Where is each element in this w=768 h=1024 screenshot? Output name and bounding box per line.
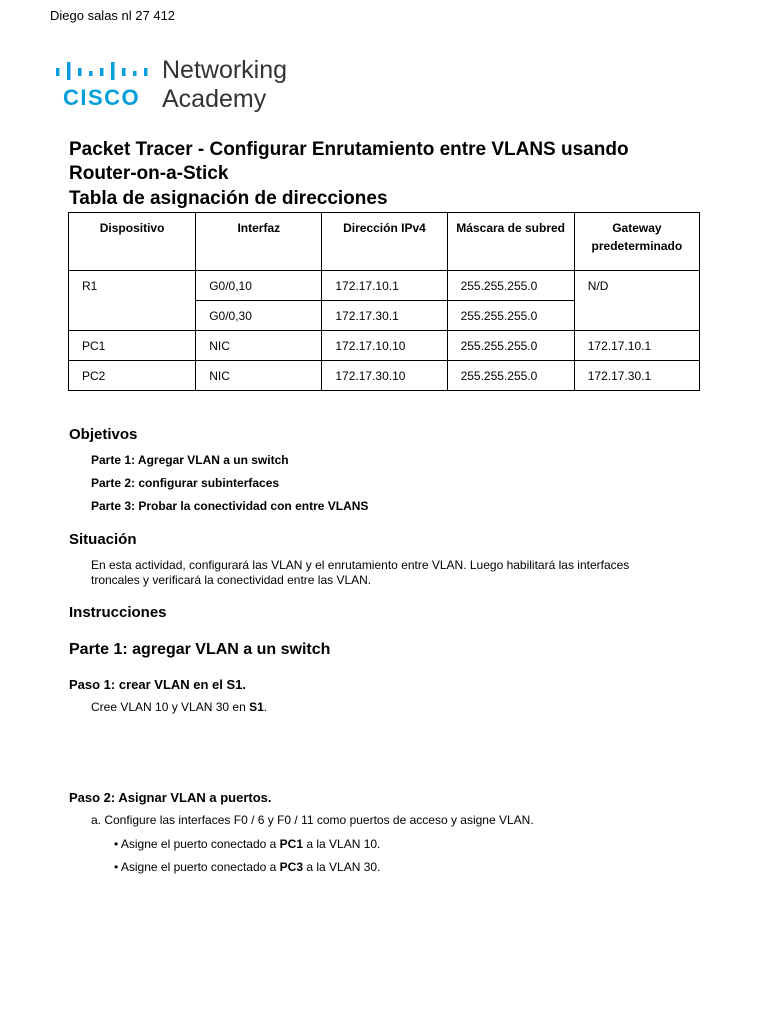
bullet-bold: PC3	[279, 860, 303, 874]
parte1-heading: Parte 1: agregar VLAN a un switch	[69, 641, 331, 658]
objetivos-heading: Objetivos	[69, 426, 138, 443]
cell-interface: NIC	[196, 361, 322, 391]
objective-item: Parte 2: configurar subinterfaces	[91, 476, 280, 490]
cisco-networking-academy-logo	[54, 58, 314, 118]
cell-device: PC1	[69, 331, 196, 361]
bullet-suffix: a la VLAN 30.	[303, 860, 381, 874]
cell-ip: 172.17.30.1	[322, 301, 447, 331]
objective-item: Parte 1: Agregar VLAN a un switch	[91, 453, 289, 467]
cell-mask: 255.255.255.0	[447, 331, 574, 361]
situacion-text: En esta actividad, configurará las VLAN y el enrutamiento entre VLAN. Luego habilitará las interfaces troncales y verificará la conectividad entre las VLAN.	[91, 558, 630, 587]
cell-gateway: N/D	[574, 271, 699, 331]
paso1-text-bold: S1	[249, 700, 264, 714]
cell-ip: 172.17.30.10	[322, 361, 447, 391]
cell-ip: 172.17.10.1	[322, 271, 447, 301]
cell-device: PC2	[69, 361, 196, 391]
paso2-bullet	[114, 837, 380, 851]
address-table	[68, 212, 700, 391]
paso1-heading: Paso 1: crear VLAN en el S1.	[69, 677, 247, 692]
cell-mask: 255.255.255.0	[447, 301, 574, 331]
paso2-item-a: a. Configure las interfaces F0 / 6 y F0 / 11 como puertos de acceso y asigne VLAN.	[91, 813, 534, 827]
cell-gateway: 172.17.30.1	[574, 361, 699, 391]
paso1-text-prefix: Cree VLAN 10 y VLAN 30 en	[91, 700, 250, 714]
table-row	[69, 271, 700, 301]
instrucciones-heading: Instrucciones	[69, 604, 167, 621]
header-dispositivo: Dispositivo	[69, 213, 196, 271]
cell-gateway: 172.17.10.1	[574, 331, 699, 361]
table-header-row	[69, 213, 700, 271]
bullet-bold: PC1	[279, 837, 303, 851]
situacion-heading: Situación	[69, 531, 137, 548]
cell-interface: NIC	[196, 331, 322, 361]
cell-interface: G0/0,30	[196, 301, 322, 331]
cell-mask: 255.255.255.0	[447, 361, 574, 391]
bullet-prefix: • Asigne el puerto conectado a	[114, 837, 280, 851]
table-row	[69, 331, 700, 361]
cell-device: R1	[69, 271, 196, 331]
paso2-heading: Paso 2: Asignar VLAN a puertos.	[69, 790, 272, 805]
cell-ip: 172.17.10.10	[322, 331, 447, 361]
table-row	[69, 361, 700, 391]
header-gateway: Gateway predeterminado	[574, 213, 699, 271]
paso2-bullet	[114, 860, 380, 874]
bullet-suffix: a la VLAN 10.	[303, 837, 381, 851]
address-table-title: Tabla de asignación de direcciones	[69, 188, 388, 209]
objective-item: Parte 3: Probar la conectividad con entre VLANS	[91, 499, 369, 513]
header-ipv4: Dirección IPv4	[322, 213, 447, 271]
paso1-text-suffix: .	[263, 700, 268, 714]
header-interfaz: Interfaz	[196, 213, 322, 271]
logo-academy-text: Academy	[162, 85, 267, 113]
cisco-bridge-icon	[54, 58, 154, 82]
author-line: Diego salas nl 27 412	[50, 8, 176, 23]
paso1-text	[91, 700, 267, 714]
logo-cisco-text: CISCO	[63, 85, 141, 110]
document-title: Packet Tracer - Configurar Enrutamiento entre VLANS usando Router-on-a-Stick	[69, 139, 629, 184]
bullet-prefix: • Asigne el puerto conectado a	[114, 860, 280, 874]
header-mascara: Máscara de subred	[447, 213, 574, 271]
cell-interface: G0/0,10	[196, 271, 322, 301]
logo-networking-text: Networking	[162, 56, 288, 84]
cell-mask: 255.255.255.0	[447, 271, 574, 301]
